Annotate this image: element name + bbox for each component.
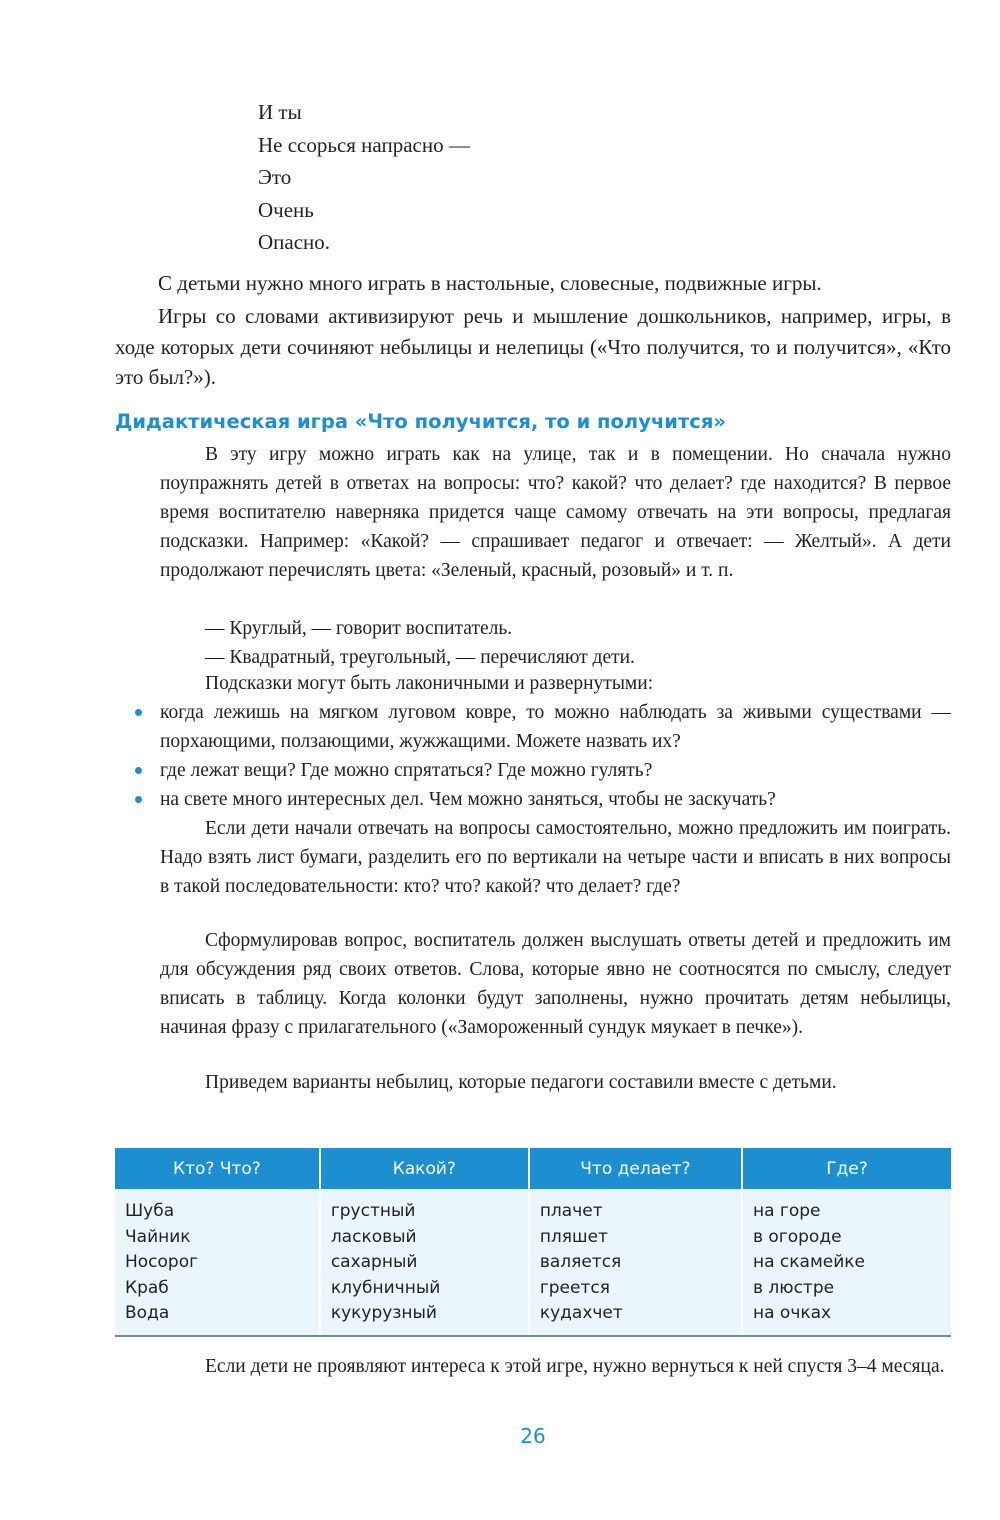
cell-word: Краб bbox=[125, 1277, 169, 1298]
cell-word: на горе bbox=[752, 1201, 821, 1221]
hint-list bbox=[135, 698, 951, 814]
column-header: Кто? Что? bbox=[115, 1148, 320, 1189]
section-heading: Дидактическая игра «Что получится, то и получится» bbox=[115, 410, 726, 433]
intro-paragraph: С детьми нужно много играть в настольные, словесные, подвижные игры. bbox=[158, 271, 822, 295]
column-header: Где? bbox=[742, 1148, 951, 1189]
column-header: Какой? bbox=[320, 1148, 529, 1189]
cell-word: греется bbox=[539, 1277, 610, 1298]
table-cell bbox=[529, 1189, 742, 1336]
body-paragraph: Если дети начали отвечать на вопросы самостоятельно, можно предложить им поиграть. Надо взять лист бумаги, разделить его по вертикали на четыре части и вписать в них вопросы в такой последовательности: кто? что? какой? что делает? где? bbox=[160, 818, 951, 897]
poem-line: Очень bbox=[258, 197, 314, 222]
cell-word: грустный bbox=[330, 1201, 416, 1221]
body-paragraph: Подсказки могут быть лаконичными и развернутыми: bbox=[205, 673, 654, 694]
cell-word: ласковый bbox=[330, 1226, 417, 1247]
poem bbox=[258, 96, 470, 259]
cell-word: Вода bbox=[125, 1303, 170, 1323]
cell-word: валяется bbox=[539, 1252, 622, 1272]
list-item: где лежат вещи? Где можно спрятаться? Где можно гулять? bbox=[135, 756, 951, 785]
intro-paragraph: Игры со словами активизируют речь и мышление дошкольников, например, игры, в ходе которых дети сочиняют небылицы и нелепицы («Что получится, то и получится», «Кто это был?»). bbox=[115, 304, 951, 389]
body-paragraph: — Круглый, — говорит воспитатель. bbox=[205, 618, 513, 639]
cell-word: на скамейке bbox=[752, 1252, 866, 1272]
cell-word: кудахчет bbox=[539, 1303, 623, 1323]
cell-word: плачет bbox=[539, 1201, 603, 1221]
body-paragraph: — Квадратный, треугольный, — перечисляют дети. bbox=[205, 647, 635, 668]
cell-word: в огороде bbox=[752, 1226, 842, 1247]
table-cell bbox=[115, 1189, 320, 1336]
poem-line: Это bbox=[258, 165, 292, 189]
cell-word: на очках bbox=[752, 1303, 832, 1323]
page-number: 26 bbox=[520, 1424, 546, 1448]
poem-line: Не ссорься напрасно — bbox=[258, 132, 470, 157]
cell-word: пляшет bbox=[539, 1226, 608, 1247]
cell-word: в люстре bbox=[752, 1277, 835, 1298]
body-paragraph: В эту игру можно играть как на улице, так и в помещении. Но сначала нужно поупражнять детей в ответах на вопросы: что? какой? что делает? где находится? В первое время воспитателю наверняка придется чаще самому отвечать на эти вопросы, предлагая подсказки. Например: «Какой? — спрашивает педагог и отвечает: — Желтый». А дети продолжают перечислять цвета: «Зеленый, красный, розовый» и т. п. bbox=[160, 444, 951, 581]
table-cell bbox=[320, 1189, 529, 1336]
poem-line: Опасно. bbox=[258, 230, 331, 254]
cell-word: сахарный bbox=[330, 1252, 418, 1272]
bullet-dot-icon bbox=[135, 767, 142, 774]
column-header: Что делает? bbox=[529, 1148, 742, 1189]
table-cell bbox=[742, 1189, 951, 1336]
body-paragraph: Сформулировав вопрос, воспитатель должен выслушать ответы детей и предложить им для обсуждения ряд своих ответов. Слова, которые явно не соотносятся по смыслу, следует вписать в таблицу. Когда колонки будут заполнены, нужно прочитать детям небылицы, начиная фразу с прилагательного («Замороженный сундук мяукает в печке»). bbox=[160, 930, 951, 1038]
bullet-dot-icon bbox=[135, 709, 142, 716]
body-paragraph: Приведем варианты небылиц, которые педагоги составили вместе с детьми. bbox=[205, 1072, 837, 1093]
table-header-row bbox=[115, 1148, 951, 1189]
cell-word: кукурузный bbox=[330, 1303, 437, 1323]
nonsense-table bbox=[115, 1148, 951, 1337]
table-row bbox=[115, 1189, 951, 1336]
list-item: на свете много интересных дел. Чем можно заняться, чтобы не заскучать? bbox=[135, 785, 951, 814]
cell-word: клубничный bbox=[330, 1277, 441, 1298]
cell-word: Носорог bbox=[125, 1252, 199, 1272]
cell-word: Чайник bbox=[125, 1226, 191, 1247]
bullet-dot-icon bbox=[135, 796, 142, 803]
closing-paragraph: Если дети не проявляют интереса к этой игре, нужно вернуться к ней спустя 3–4 месяца. bbox=[205, 1356, 945, 1377]
poem-line: И ты bbox=[258, 100, 302, 124]
cell-word: Шуба bbox=[125, 1201, 175, 1221]
list-item: когда лежишь на мягком луговом ковре, то можно наблюдать за живыми существами — порхающими, ползающими, жужжащими. Можете назвать их? bbox=[135, 698, 951, 756]
